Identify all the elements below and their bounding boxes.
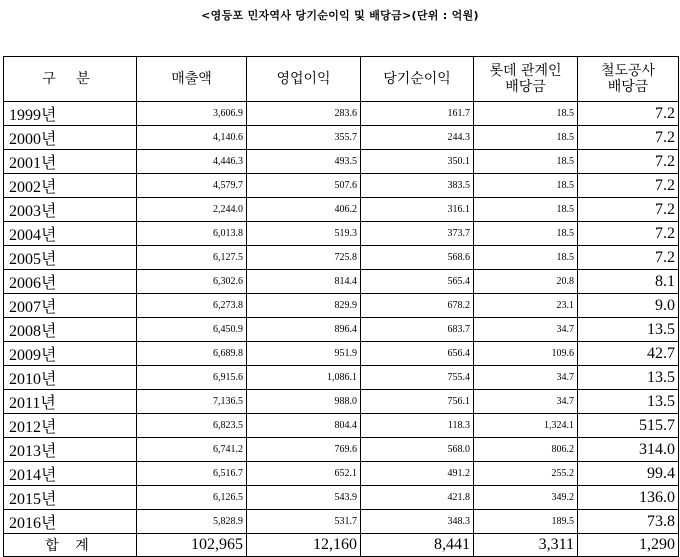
header-row: [4, 57, 679, 102]
cell-year: 2006년: [4, 270, 137, 294]
cell-net-income: 118.3: [361, 414, 474, 438]
table-row: [4, 174, 679, 198]
cell-year: 2007년: [4, 294, 137, 318]
cell-lotte-dividend: 18.5: [474, 246, 578, 270]
cell-lotte-dividend: 18.5: [474, 126, 578, 150]
cell-operating-profit: 519.3: [247, 222, 361, 246]
table-row: [4, 414, 679, 438]
cell-lotte-dividend: 189.5: [474, 510, 578, 534]
table-row: [4, 294, 679, 318]
cell-net-income: 491.2: [361, 462, 474, 486]
cell-korail-dividend: 314.0: [578, 438, 679, 462]
cell-sales: 6,450.9: [137, 318, 247, 342]
cell-korail-dividend: 42.7: [578, 342, 679, 366]
cell-net-income: 350.1: [361, 150, 474, 174]
cell-year: 2001년: [4, 150, 137, 174]
cell-korail-dividend: 99.4: [578, 462, 679, 486]
cell-operating-profit: 725.8: [247, 246, 361, 270]
cell-sales: 4,446.3: [137, 150, 247, 174]
cell-year: 2000년: [4, 126, 137, 150]
cell-year: 2008년: [4, 318, 137, 342]
cell-korail-dividend: 7.2: [578, 150, 679, 174]
cell-operating-profit: 896.4: [247, 318, 361, 342]
cell-operating-profit: 769.6: [247, 438, 361, 462]
total-lotte-dividend: 3,311: [474, 534, 578, 557]
cell-lotte-dividend: 34.7: [474, 366, 578, 390]
cell-sales: 3,606.9: [137, 102, 247, 126]
cell-net-income: 565.4: [361, 270, 474, 294]
cell-lotte-dividend: 23.1: [474, 294, 578, 318]
header-lotte-dividend-line1: 롯데 관계인: [489, 63, 562, 79]
cell-lotte-dividend: 349.2: [474, 486, 578, 510]
header-lotte-dividend: [474, 57, 578, 102]
cell-lotte-dividend: 18.5: [474, 198, 578, 222]
cell-korail-dividend: 13.5: [578, 366, 679, 390]
cell-operating-profit: 814.4: [247, 270, 361, 294]
cell-sales: 2,244.0: [137, 198, 247, 222]
cell-sales: 5,828.9: [137, 510, 247, 534]
cell-operating-profit: 406.2: [247, 198, 361, 222]
table-row: [4, 270, 679, 294]
cell-korail-dividend: 136.0: [578, 486, 679, 510]
cell-net-income: 383.5: [361, 174, 474, 198]
cell-sales: 4,140.6: [137, 126, 247, 150]
cell-sales: 6,126.5: [137, 486, 247, 510]
financial-table: [3, 56, 679, 557]
cell-year: 2013년: [4, 438, 137, 462]
cell-year: 2010년: [4, 366, 137, 390]
table-row: [4, 366, 679, 390]
header-sales: 매출액: [137, 57, 247, 102]
cell-lotte-dividend: 1,324.1: [474, 414, 578, 438]
table-title: <영등포 민자역사 당기순이익 및 배당금>(단위 : 억원): [201, 9, 479, 22]
table-row: [4, 318, 679, 342]
cell-sales: 6,823.5: [137, 414, 247, 438]
cell-korail-dividend: 8.1: [578, 270, 679, 294]
table-row: [4, 438, 679, 462]
cell-net-income: 755.4: [361, 366, 474, 390]
cell-sales: 6,689.8: [137, 342, 247, 366]
table-body: [4, 102, 679, 534]
table-row: [4, 246, 679, 270]
cell-year: 2016년: [4, 510, 137, 534]
table-row: [4, 390, 679, 414]
cell-net-income: 244.3: [361, 126, 474, 150]
header-operating-profit: 영업이익: [247, 57, 361, 102]
cell-year: 2014년: [4, 462, 137, 486]
table-row: [4, 342, 679, 366]
cell-net-income: 373.7: [361, 222, 474, 246]
table-row: [4, 222, 679, 246]
cell-net-income: 568.0: [361, 438, 474, 462]
cell-lotte-dividend: 18.5: [474, 150, 578, 174]
table-row: [4, 102, 679, 126]
cell-year: 2003년: [4, 198, 137, 222]
cell-korail-dividend: 9.0: [578, 294, 679, 318]
total-label: 합 계: [4, 534, 137, 557]
cell-operating-profit: 804.4: [247, 414, 361, 438]
cell-year: 1999년: [4, 102, 137, 126]
cell-operating-profit: 951.9: [247, 342, 361, 366]
cell-net-income: 678.2: [361, 294, 474, 318]
cell-year: 2004년: [4, 222, 137, 246]
cell-operating-profit: 652.1: [247, 462, 361, 486]
cell-sales: 6,741.2: [137, 438, 247, 462]
cell-year: 2015년: [4, 486, 137, 510]
cell-year: 2009년: [4, 342, 137, 366]
header-lotte-dividend-line2: 배당금: [505, 79, 546, 95]
cell-lotte-dividend: 34.7: [474, 318, 578, 342]
table-row: [4, 126, 679, 150]
cell-korail-dividend: 7.2: [578, 198, 679, 222]
total-korail-dividend: 1,290: [578, 534, 679, 557]
cell-year: 2012년: [4, 414, 137, 438]
cell-operating-profit: 988.0: [247, 390, 361, 414]
cell-year: 2005년: [4, 246, 137, 270]
cell-korail-dividend: 13.5: [578, 390, 679, 414]
cell-net-income: 756.1: [361, 390, 474, 414]
cell-korail-dividend: 7.2: [578, 174, 679, 198]
cell-net-income: 316.1: [361, 198, 474, 222]
cell-sales: 6,516.7: [137, 462, 247, 486]
cell-operating-profit: 507.6: [247, 174, 361, 198]
cell-net-income: 683.7: [361, 318, 474, 342]
cell-lotte-dividend: 255.2: [474, 462, 578, 486]
cell-sales: 6,013.8: [137, 222, 247, 246]
cell-lotte-dividend: 20.8: [474, 270, 578, 294]
header-gubun: 구 분: [4, 57, 137, 102]
total-operating-profit: 12,160: [247, 534, 361, 557]
cell-operating-profit: 1,086.1: [247, 366, 361, 390]
cell-operating-profit: 493.5: [247, 150, 361, 174]
cell-korail-dividend: 7.2: [578, 246, 679, 270]
cell-sales: 6,127.5: [137, 246, 247, 270]
cell-lotte-dividend: 806.2: [474, 438, 578, 462]
cell-year: 2002년: [4, 174, 137, 198]
total-sales: 102,965: [137, 534, 247, 557]
cell-korail-dividend: 7.2: [578, 126, 679, 150]
cell-sales: 6,302.6: [137, 270, 247, 294]
cell-operating-profit: 283.6: [247, 102, 361, 126]
cell-korail-dividend: 7.2: [578, 102, 679, 126]
cell-lotte-dividend: 34.7: [474, 390, 578, 414]
cell-korail-dividend: 7.2: [578, 222, 679, 246]
cell-net-income: 568.6: [361, 246, 474, 270]
cell-operating-profit: 829.9: [247, 294, 361, 318]
cell-sales: 4,579.7: [137, 174, 247, 198]
cell-korail-dividend: 13.5: [578, 318, 679, 342]
cell-operating-profit: 531.7: [247, 510, 361, 534]
cell-lotte-dividend: 18.5: [474, 102, 578, 126]
table-row: [4, 486, 679, 510]
cell-operating-profit: 355.7: [247, 126, 361, 150]
cell-sales: 6,915.6: [137, 366, 247, 390]
cell-sales: 6,273.8: [137, 294, 247, 318]
total-net-income: 8,441: [361, 534, 474, 557]
table-row: [4, 198, 679, 222]
cell-year: 2011년: [4, 390, 137, 414]
total-row: [4, 534, 679, 557]
header-net-income: 당기순이익: [361, 57, 474, 102]
cell-sales: 7,136.5: [137, 390, 247, 414]
cell-lotte-dividend: 18.5: [474, 174, 578, 198]
cell-korail-dividend: 73.8: [578, 510, 679, 534]
cell-net-income: 348.3: [361, 510, 474, 534]
header-korail-dividend-line1: 철도공사: [600, 63, 656, 79]
cell-lotte-dividend: 109.6: [474, 342, 578, 366]
cell-net-income: 161.7: [361, 102, 474, 126]
cell-operating-profit: 543.9: [247, 486, 361, 510]
table-row: [4, 150, 679, 174]
cell-net-income: 656.4: [361, 342, 474, 366]
table-row: [4, 510, 679, 534]
header-korail-dividend: [578, 57, 679, 102]
header-korail-dividend-line2: 배당금: [607, 79, 649, 95]
cell-net-income: 421.8: [361, 486, 474, 510]
table-row: [4, 462, 679, 486]
cell-lotte-dividend: 18.5: [474, 222, 578, 246]
cell-korail-dividend: 515.7: [578, 414, 679, 438]
